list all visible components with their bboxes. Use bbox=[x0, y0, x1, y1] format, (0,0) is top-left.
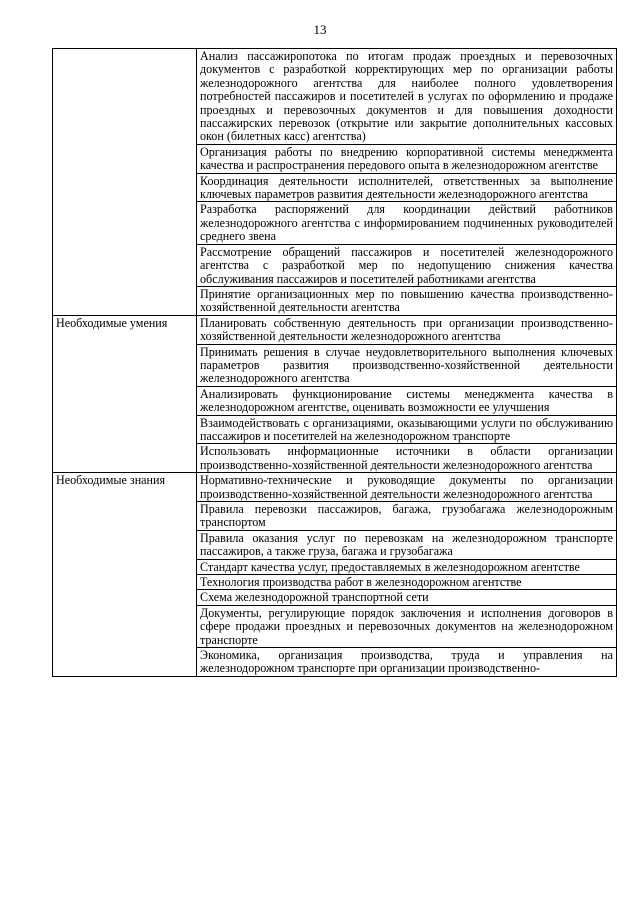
table-row bbox=[53, 49, 617, 145]
table-cell: Экономика, организация производства, труда и управления на железнодорожном транспорте при организации производственно- bbox=[197, 648, 617, 677]
table-cell: Взаимодействовать с организациями, оказывающими услуги по обслуживанию пассажиров и посетителей на железнодорожном транспорте bbox=[197, 415, 617, 444]
table-row bbox=[53, 473, 617, 502]
table-cell: Организация работы по внедрению корпоративной системы менеджмента качества и распространения передового опыта в железнодорожном агентстве bbox=[197, 144, 617, 173]
table-cell: Принимать решения в случае неудовлетворительного выполнения ключевых параметров развития производственно-хозяйственной деятельности железнодорожного агентства bbox=[197, 344, 617, 386]
table-cell: Анализировать функционирование системы менеджмента качества в железнодорожном агентстве, оценивать возможности ее улучшения bbox=[197, 386, 617, 415]
table-row bbox=[53, 315, 617, 344]
competency-table bbox=[52, 48, 617, 677]
table-cell: Правила оказания услуг по перевозкам на железнодорожном транспорте пассажиров, а также груза, багажа и грузобагажа bbox=[197, 530, 617, 559]
section-label: Необходимые умения bbox=[53, 315, 197, 472]
table-cell: Использовать информационные источники в области организации производственно-хозяйственной деятельности железнодорожного агентства bbox=[197, 444, 617, 473]
table-cell: Планировать собственную деятельность при организации производственно-хозяйственной деятельности железнодорожного агентства bbox=[197, 315, 617, 344]
table-cell: Правила перевозки пассажиров, багажа, грузобагажа железнодорожным транспортом bbox=[197, 502, 617, 531]
table-cell: Технология производства работ в железнодорожном агентстве bbox=[197, 575, 617, 590]
table-cell: Схема железнодорожной транспортной сети bbox=[197, 590, 617, 605]
table-cell: Стандарт качества услуг, предоставляемых в железнодорожном агентстве bbox=[197, 559, 617, 574]
table-cell: Рассмотрение обращений пассажиров и посетителей железнодорожного агентства с разработкой мер по недопущению снижения качества обслуживания пассажиров и посетителей работниками агентства bbox=[197, 244, 617, 286]
page-number: 13 bbox=[313, 22, 327, 37]
table-cell: Анализ пассажиропотока по итогам продаж проездных и перевозочных документов с разработкой корректирующих мер по организации работы железнодорожного агентства для наиболее полного удовлетворения потребностей пассажиров и посетителей в услугах по оформлению и продаже проездных и перевозочных документов и для повышения доходности пассажирских перевозок (открытие или закрытие дополнительных кассовых окон (билетных касс) агентства) bbox=[197, 49, 617, 145]
table-cell: Документы, регулирующие порядок заключения и исполнения договоров в сфере продажи проездных и перевозочных документов на железнодорожном транспорте bbox=[197, 605, 617, 647]
competency-table-body bbox=[53, 49, 617, 677]
section-label: Необходимые знания bbox=[53, 473, 197, 677]
section-label bbox=[53, 49, 197, 316]
table-cell: Координация деятельности исполнителей, ответственных за выполнение ключевых параметров развития деятельности железнодорожного агентства bbox=[197, 173, 617, 202]
table-cell: Принятие организационных мер по повышению качества производственно-хозяйственной деятельности агентства bbox=[197, 286, 617, 315]
table-cell: Разработка распоряжений для координации действий работников железнодорожного агентства с информированием подчиненных руководителей среднего звена bbox=[197, 202, 617, 244]
table-cell: Нормативно-технические и руководящие документы по организации производственно-хозяйственной деятельности железнодорожного агентства bbox=[197, 473, 617, 502]
